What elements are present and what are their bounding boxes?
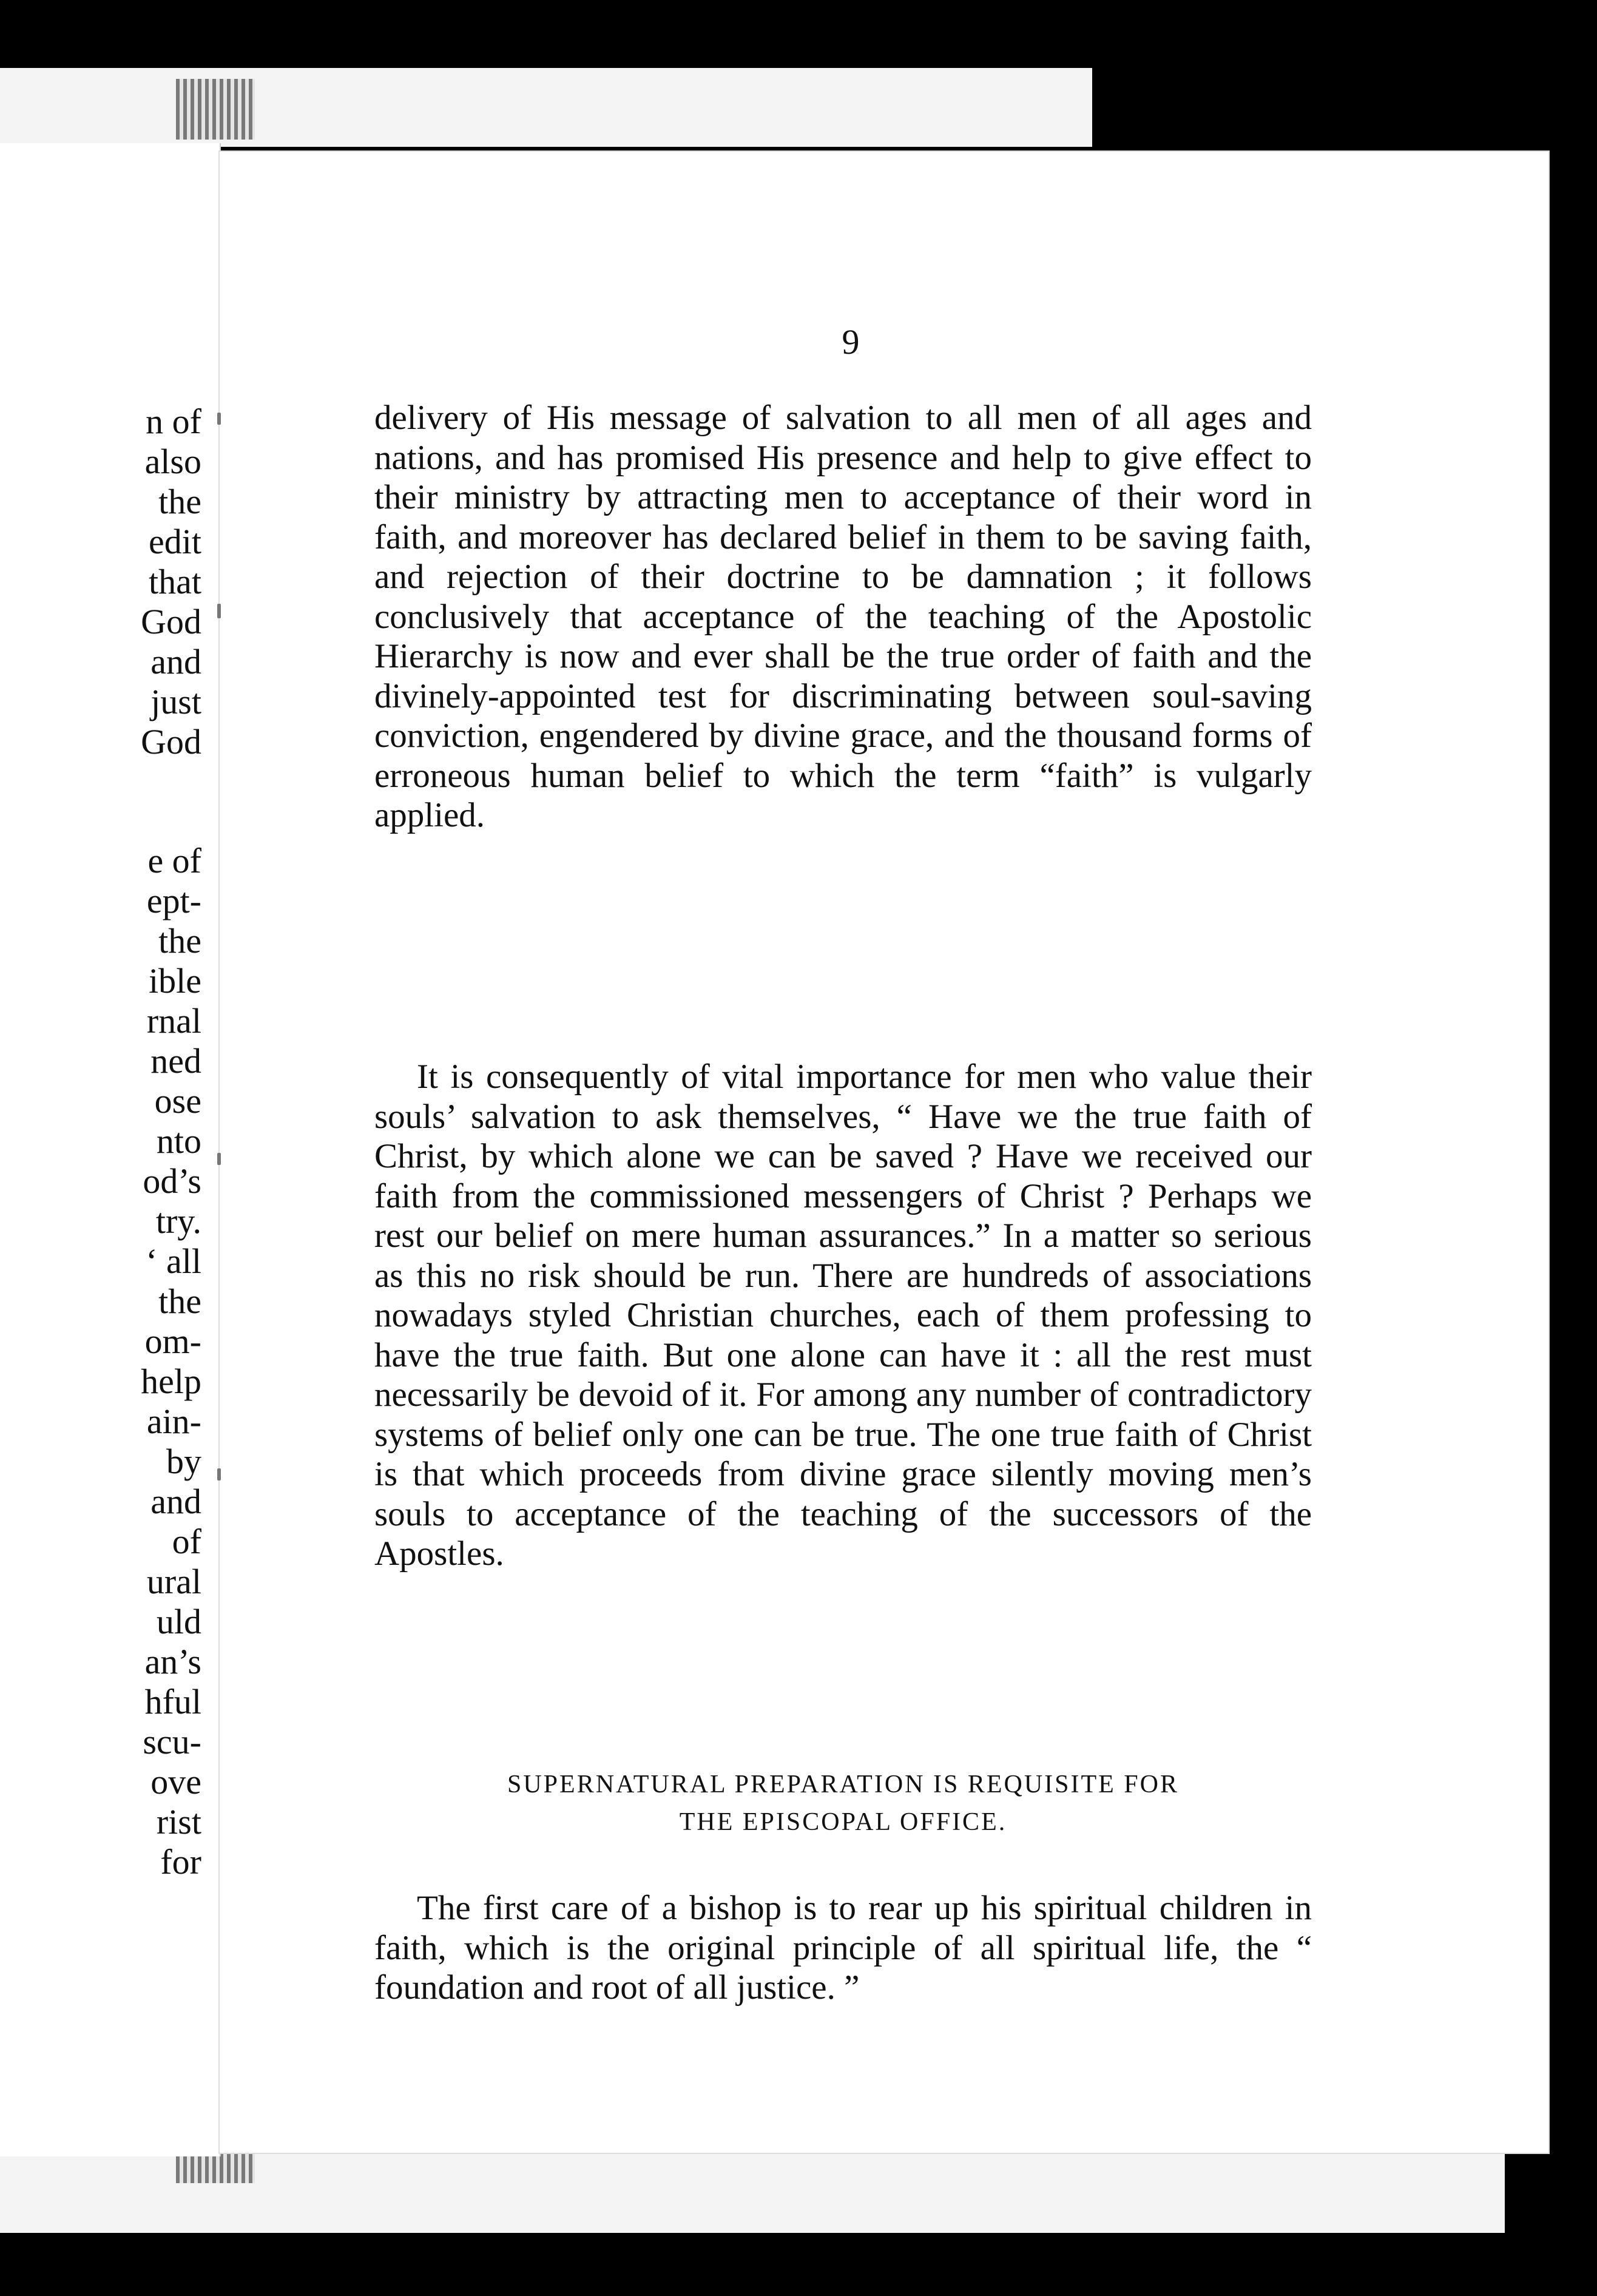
paragraph-2	[374, 1057, 1312, 1574]
left-fragment: ned	[150, 1041, 201, 1081]
left-fragment: the	[158, 1281, 201, 1321]
left-fragment: rnal	[146, 1001, 201, 1041]
book-edge-top	[0, 68, 1092, 147]
spine-mark-top	[176, 79, 255, 140]
section-heading	[374, 1766, 1312, 1841]
left-fragment: and	[150, 1482, 201, 1521]
left-fragment: help	[141, 1362, 201, 1401]
left-fragment: just	[150, 682, 201, 721]
facing-page-left	[0, 143, 221, 2156]
left-fragment: ‘ all	[146, 1241, 201, 1281]
paragraph-1	[374, 398, 1312, 836]
left-fragment: od’s	[143, 1161, 201, 1201]
gutter-mark	[217, 604, 221, 618]
left-fragment: uld	[156, 1602, 201, 1641]
left-fragment: for	[160, 1842, 201, 1882]
left-fragment: God	[141, 602, 201, 641]
paragraph-3	[374, 1888, 1312, 2008]
left-fragment: ose	[154, 1081, 201, 1121]
heading-line-2: THE EPISCOPAL OFFICE.	[679, 1808, 1007, 1836]
paragraph-text: delivery of His message of salvation to all men of all ages and nations, and has promised His presence and help to give effect to their ministry by attracting men to acceptance of their word in faith, and moreover has declared belief in them to be saving faith, and rejection of their doctrine to be damnation ; it follows conclusively that acceptance of the teaching of the Apostolic Hierarchy is now and ever shall be the true order of faith and the divinely-appointed test for discriminating between soul-saving conviction, engendered by divine grace, and the thousand forms of erroneous human belief to which the term “faith” is vulgarly applied.	[374, 399, 1312, 834]
left-fragment: also	[144, 442, 201, 481]
left-fragment: by	[166, 1442, 201, 1481]
book-page	[220, 152, 1548, 2153]
paragraph-text: It is consequently of vital importance for men who value their souls’ salvation to ask themselves, “ Have we the true faith of Christ, by which alone we can be saved ? Have we received our faith from the commissioned messengers of Christ ? Perhaps we rest our belief on mere human assurances.” In a matter so serious as this no risk should be run. There are hundreds of associations nowadays styled Christian churches, each of them professing to have the true faith. But one alone can have it : all the rest must necessarily be devoid of it. For among any number of contradictory systems of belief only one can be true. The one true faith of Christ is that which proceeds from divine grace silently moving men’s souls to acceptance of the teaching of the successors of the Apostles.	[374, 1058, 1312, 1573]
left-fragment: the	[158, 921, 201, 961]
left-fragment: and	[150, 642, 201, 681]
spine-mark-bottom	[176, 2153, 255, 2183]
left-fragment: nto	[156, 1121, 201, 1161]
left-fragment: try.	[155, 1201, 201, 1241]
left-fragment: God	[141, 722, 201, 761]
left-fragment: n of	[146, 402, 201, 441]
gutter-mark	[217, 413, 221, 425]
left-fragment: ept-	[146, 881, 201, 920]
left-fragment: ain-	[146, 1402, 201, 1441]
gutter-mark	[217, 1153, 221, 1165]
left-fragment: edit	[149, 522, 201, 561]
left-fragment: ove	[150, 1762, 201, 1801]
left-fragment: ible	[149, 961, 201, 1001]
left-fragment: rist	[156, 1802, 201, 1842]
left-fragment: of	[172, 1522, 201, 1561]
page-number: 9	[842, 322, 860, 362]
left-fragment: ural	[146, 1562, 201, 1601]
left-fragment: e of	[147, 841, 201, 880]
gutter-mark	[217, 1468, 221, 1481]
left-fragment: om-	[144, 1322, 201, 1361]
heading-line-1: SUPERNATURAL PREPARATION IS REQUISITE FOR	[507, 1771, 1180, 1798]
left-fragment: the	[158, 482, 201, 521]
left-fragment: an’s	[144, 1642, 201, 1681]
left-fragment: hful	[144, 1682, 201, 1721]
left-fragment: that	[149, 562, 201, 601]
left-fragment: scu-	[143, 1722, 201, 1761]
paragraph-text: The first care of a bishop is to rear up his spiritual children in faith, which is the original principle of all spiritual life, the “ foundation and root of all justice. ”	[374, 1889, 1312, 2007]
